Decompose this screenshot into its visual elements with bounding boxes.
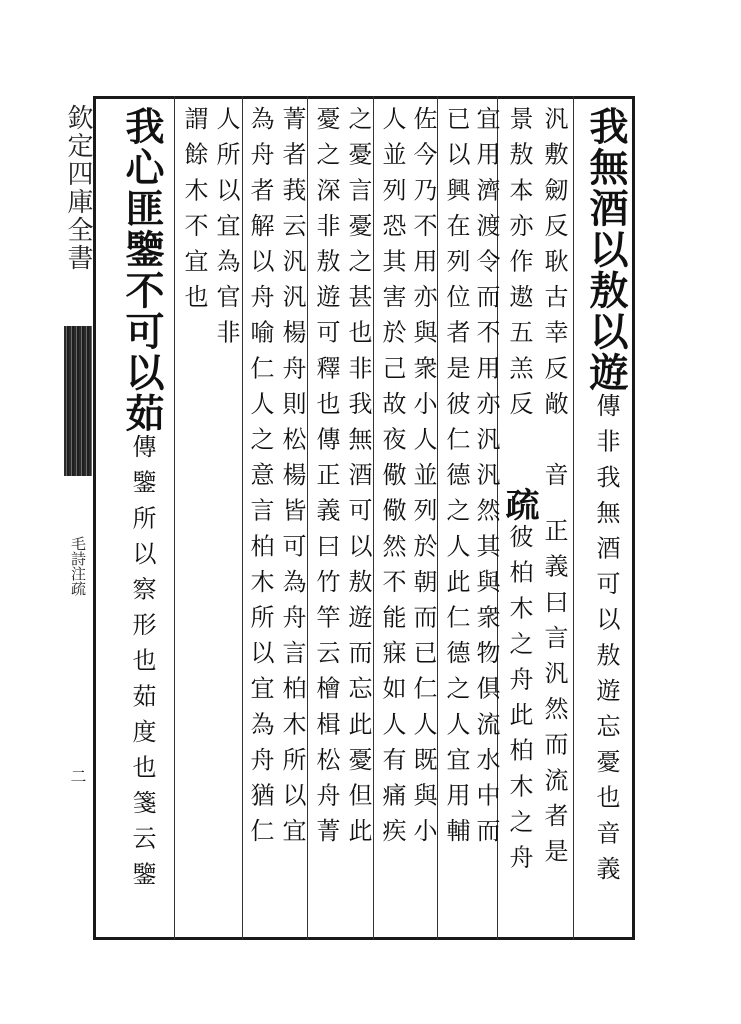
column-text: 人並列恐其害於己故夜儆儆然不能寐如人有痛疾 xyxy=(378,106,406,854)
text-column xyxy=(244,106,276,854)
text-column-verse-2 xyxy=(116,106,168,897)
text-column xyxy=(440,106,472,854)
text-column xyxy=(310,106,342,854)
column-text: 為舟者解以舟喻仁人之意言柏木所以宜為舟猶仁 xyxy=(246,106,274,854)
verse-text: 我無酒以敖以遊 xyxy=(583,106,629,393)
text-column-verse-1 xyxy=(580,106,632,891)
fish-tail-mark xyxy=(64,326,92,476)
column-text: 人所以宜為官非 xyxy=(212,106,240,356)
column-text: 佐今乃不用亦與衆小人並列於朝而已仁人既與小 xyxy=(409,106,437,854)
column-text: 之憂言憂之甚也非我無酒可以敖遊而忘此憂但此 xyxy=(344,106,372,854)
column-text: 彼柏木之舟此柏木之舟 xyxy=(505,524,533,880)
text-column-pronunciation-2 xyxy=(503,106,535,486)
column-text: 正義曰言汎然而流者是 xyxy=(540,518,568,874)
text-column xyxy=(210,106,242,355)
text-column xyxy=(276,106,308,854)
column-rule xyxy=(242,96,243,940)
column-text: 已以興在列位者是彼仁德之人此仁德之人宜用輔 xyxy=(442,106,470,854)
column-text: 宜用濟渡令而不用亦汎汎然其與衆物俱流水中而 xyxy=(472,106,500,854)
text-column xyxy=(376,106,408,854)
column-text: 謂餘木不宜也 xyxy=(180,106,208,320)
text-column xyxy=(470,106,502,854)
column-text: 菁者莪云汎汎楊舟則松楊皆可為舟言柏木所以宜 xyxy=(278,106,306,854)
shu-label: 疏 xyxy=(499,487,539,533)
page-number: 二 xyxy=(68,768,87,784)
text-column xyxy=(407,106,439,854)
page-margin-spine xyxy=(62,96,93,940)
text-column-subcommentary-a xyxy=(538,518,570,874)
commentary-text: 傳鑒所以察形也茹度也箋云鑒 xyxy=(128,434,156,897)
column-rule xyxy=(573,96,574,940)
verse-text: 我心匪鑒不可以茹 xyxy=(119,106,165,434)
column-rule xyxy=(174,96,175,940)
column-text: 景敖本亦作遨五羔反 xyxy=(505,106,533,427)
column-text: 汎敷劒反耿古幸反敞 音 xyxy=(540,106,568,498)
column-text: 憂之深非敖遊可釋也傳正義曰竹竿云檜楫松舟菁 xyxy=(312,106,340,854)
book-title: 毛詩注疏 xyxy=(69,536,87,596)
text-column-subcommentary-b xyxy=(503,524,535,880)
text-column xyxy=(342,106,374,854)
collection-title: 欽定四庫全書 xyxy=(63,104,93,272)
text-column-pronunciation xyxy=(538,106,570,498)
commentary-text: 傳非我無酒可以敖遊忘憂也音義 xyxy=(592,393,620,892)
text-column xyxy=(178,106,210,320)
